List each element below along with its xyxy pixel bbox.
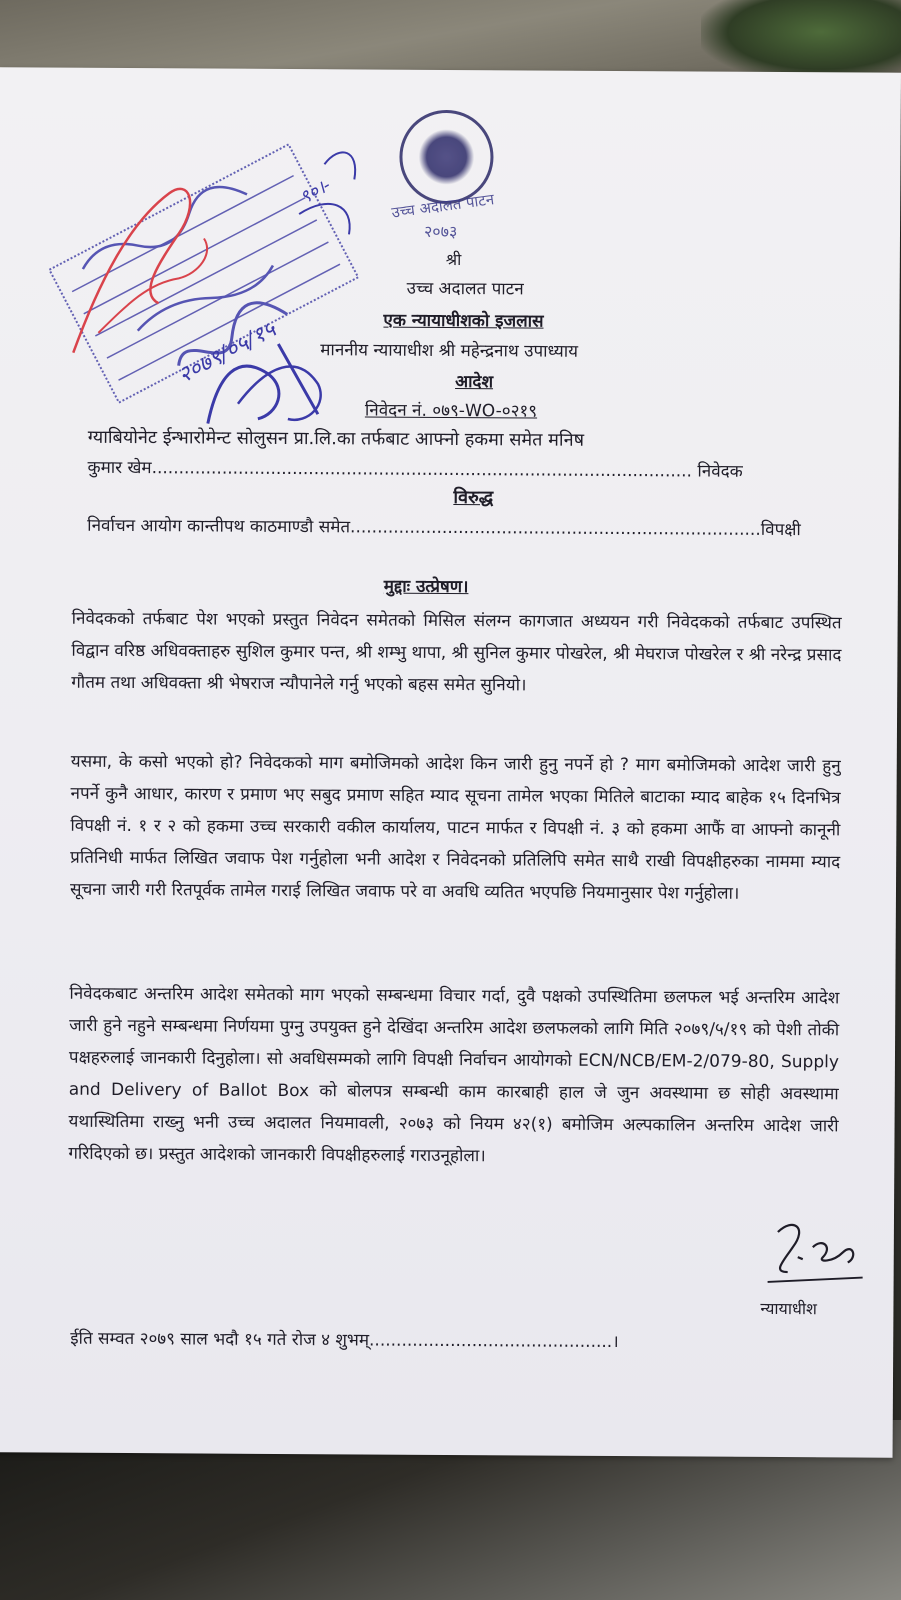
receipt-stamp [38, 102, 370, 444]
header-shri: श्री [445, 249, 462, 270]
case-subject: मुद्दाः उत्प्रेषण। [383, 576, 469, 598]
closing-line: ईति सम्वत २०७९ साल भदौ १५ गते रोज ४ शुभम्.............................................। [70, 1328, 619, 1353]
petitioner-line-2: कुमार खेम.................................................................................................... निवेदक [87, 457, 743, 482]
handwritten-date: २०७९/०५/१५ [174, 317, 281, 389]
paragraph-hearing: निवेदकको तर्फबाट पेश भएको प्रस्तुत निवेदन समेतको मिसिल संलग्न कागजात अध्ययन गरी निवेदकको तर्फबाट उपस्थित विद्वान वरिष्ठ अधिवक्ताहरु सुशिल कुमार पन्त, श्री शम्भु थापा, श्री सुनिल कुमार पोखरेल, श्री मेघराज पोखरेल र श्री नरेन्द्र प्रसाद गौतम तथा अधिवक्ता श्री भेषराज न्यौपानेले गर्नु भएको बहस समेत सुनियो। [71, 608, 842, 696]
judge-signature [763, 1217, 873, 1298]
handwritten-amount: ९०।- [296, 174, 335, 209]
versus-label: विरुद्ध [453, 487, 494, 509]
case-number: निवेदन नं. ०७९-WO-०२१९ [364, 400, 538, 422]
judge-label: न्यायाधीश [760, 1298, 817, 1319]
paragraph-show-cause: यसमा, के कसो भएको हो? निवेदकको माग बमोजिमको आदेश किन जारी हुनु नपर्ने हो ? माग बमोजिमको आदेश जारी हुनु नपर्ने कुनै आधार, कारण र प्रमाण भए सबुद प्रमाण सहित म्याद सूचना तामेल भएका मितिले बाटाका म्याद बाहेक १५ दिनभित्र विपक्षी नं. १ र २ को हकमा उच्च सरकारी वकील कार्यालय, पाटन मार्फत र विपक्षी नं. ३ को हकमा आफैं वा आफ्नो कानूनी प्रतिनिधी मार्फत लिखित जवाफ पेश गर्नुहोला भनी आदेश र निवेदनको प्रतिलिपि समेत साथै राखी विपक्षीहरुका नाममा म्याद सूचना जारी गरी रितपूर्वक तामेल गराई लिखित जवाफ परे वा अवधि व्यतित भएपछि नियमानुसार पेश गर्नुहोला। [69, 751, 841, 904]
court-order-paper [0, 67, 901, 1457]
petitioner-line-1: ग्याबियोनेट ईन्भारोमेन्ट सोलुसन प्रा.लि.का तर्फबाट आफ्नो हकमा समेत मनिष [87, 426, 585, 451]
seal-court-text: उच्च अदालत पाटन [390, 190, 496, 222]
paragraph-interim-order: निवेदकबाट अन्तरिम आदेश समेतको माग भएको सम्बन्धमा विचार गर्दा, दुवै पक्षको उपस्थितिमा छलफल भई अन्तरिम आदेश जारी हुने नहुने सम्बन्धमा निर्णयमा पुग्नु उपयुक्त हुने देखिंदा अन्तरिम आदेश छलफलको लागि मिति २०७९/५/१९ को पेशी तोकी पक्षहरुलाई जानकारी दिनुहोला। सो अवधिसम्मको लागि विपक्षी निर्वाचन आयोगको ECN/NCB/EM-2/079-80, Supply and Delivery of Ballot Box को बोलपत्र सम्बन्धी काम कारबाही हाल जे जुन अवस्थामा छ सोही अवस्थामा यथास्थितिमा राख्नु भनी उच्च अदालत नियमावली, २०७३ को नियम ४२(१) बमोजिम अल्पकालिन अन्तरिम आदेश जारी गरिदिएको छ। प्रस्तुत आदेशको जानकारी विपक्षीहरुलाई गराउनूहोला। [68, 983, 840, 1167]
respondent-line: निर्वाचन आयोग कान्तीपथ काठमाण्डौ समेत............................................................................विपक्षी [87, 515, 801, 541]
bench-title: एक न्यायाधीशको इजलास [383, 310, 544, 332]
court-name: उच्च अदालत पाटन [406, 278, 524, 300]
order-title: आदेश [455, 372, 494, 393]
seal-year: २०७३ [423, 221, 458, 242]
background-plant [701, 0, 901, 80]
judge-name: माननीय न्यायाधीश श्री महेन्द्रनाथ उपाध्याय [320, 340, 579, 362]
